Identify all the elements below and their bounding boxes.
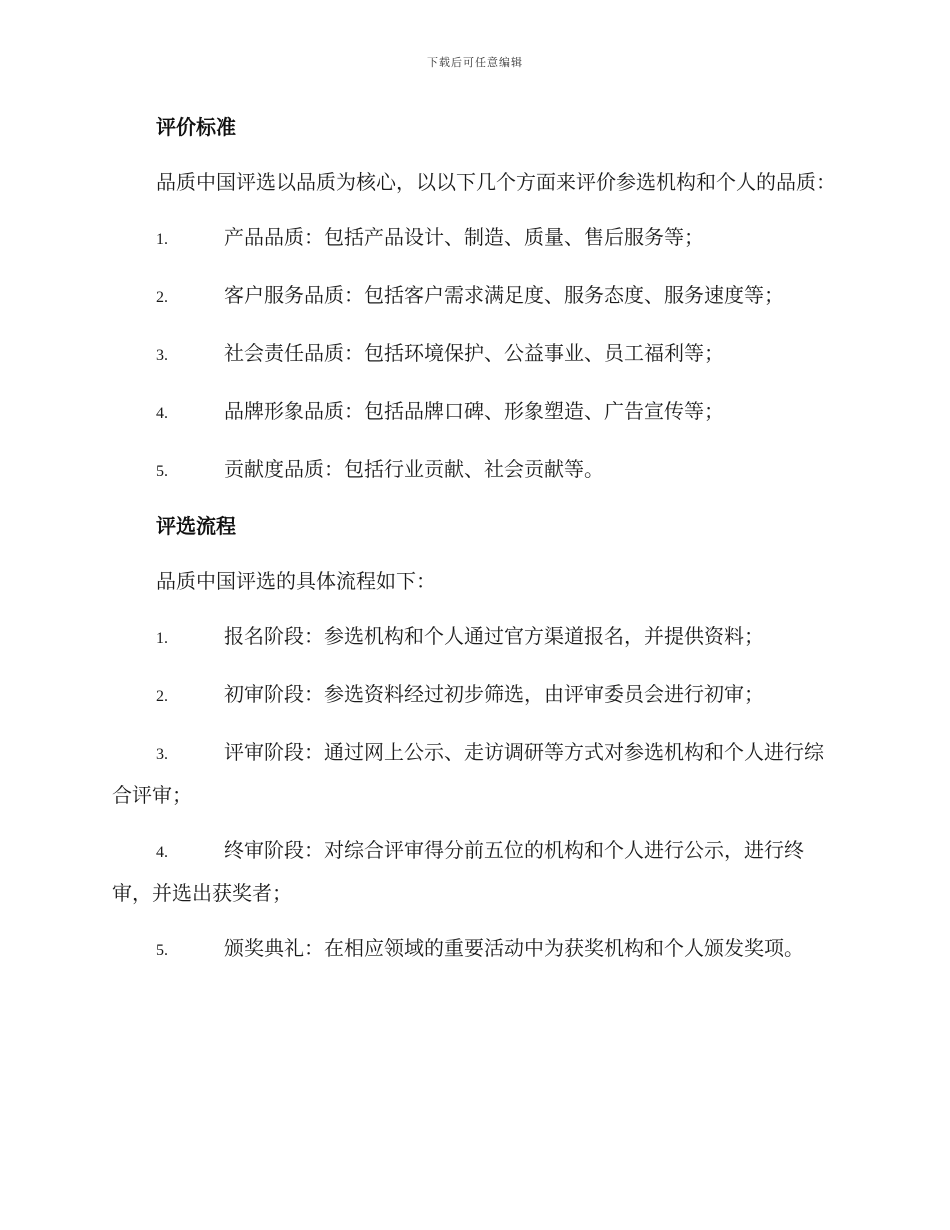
item-text: 社会责任品质：包括环境保护、公益事业、员工福利等； xyxy=(224,341,724,365)
item-number: 1. xyxy=(156,231,168,248)
item-text: 产品品质：包括产品设计、制造、质量、售后服务等； xyxy=(224,225,704,249)
item-number: 4. xyxy=(156,844,168,861)
criteria-item xyxy=(112,391,836,434)
criteria-item xyxy=(112,333,836,376)
process-item xyxy=(112,674,836,717)
criteria-item xyxy=(112,217,836,260)
process-item xyxy=(112,928,836,971)
item-text: 初审阶段：参选资料经过初步筛选，由评审委员会进行初审； xyxy=(224,682,764,706)
item-number: 5. xyxy=(156,463,168,480)
criteria-item xyxy=(112,275,836,318)
item-number: 3. xyxy=(156,347,168,364)
item-text: 评审阶段：通过网上公示、走访调研等方式对参选机构和个人进行综合评审； xyxy=(112,740,824,807)
header-note: 下载后可任意编辑 xyxy=(427,56,523,69)
section-heading-process: 评选流程 xyxy=(156,514,236,538)
item-number: 4. xyxy=(156,405,168,422)
item-number: 3. xyxy=(156,746,168,763)
item-text: 颁奖典礼：在相应领域的重要活动中为获奖机构和个人颁发奖项。 xyxy=(224,936,804,960)
item-number: 2. xyxy=(156,289,168,306)
item-text: 终审阶段：对综合评审得分前五位的机构和个人进行公示，进行终审，并选出获奖者； xyxy=(112,838,804,905)
item-text: 客户服务品质：包括客户需求满足度、服务态度、服务速度等； xyxy=(224,283,784,307)
criteria-intro: 品质中国评选以品质为核心，以以下几个方面来评价参选机构和个人的品质： xyxy=(156,170,836,194)
process-item xyxy=(112,732,836,815)
process-item xyxy=(112,830,836,913)
section-heading-criteria: 评价标准 xyxy=(156,115,236,139)
item-text: 品牌形象品质：包括品牌口碑、形象塑造、广告宣传等； xyxy=(224,399,724,423)
process-item xyxy=(112,616,836,659)
item-number: 5. xyxy=(156,942,168,959)
document-body xyxy=(112,108,836,986)
criteria-item xyxy=(112,449,836,492)
item-text: 贡献度品质：包括行业贡献、社会贡献等。 xyxy=(224,457,604,481)
item-number: 1. xyxy=(156,630,168,647)
process-intro: 品质中国评选的具体流程如下： xyxy=(156,569,436,593)
item-number: 2. xyxy=(156,688,168,705)
item-text: 报名阶段：参选机构和个人通过官方渠道报名，并提供资料； xyxy=(224,624,764,648)
